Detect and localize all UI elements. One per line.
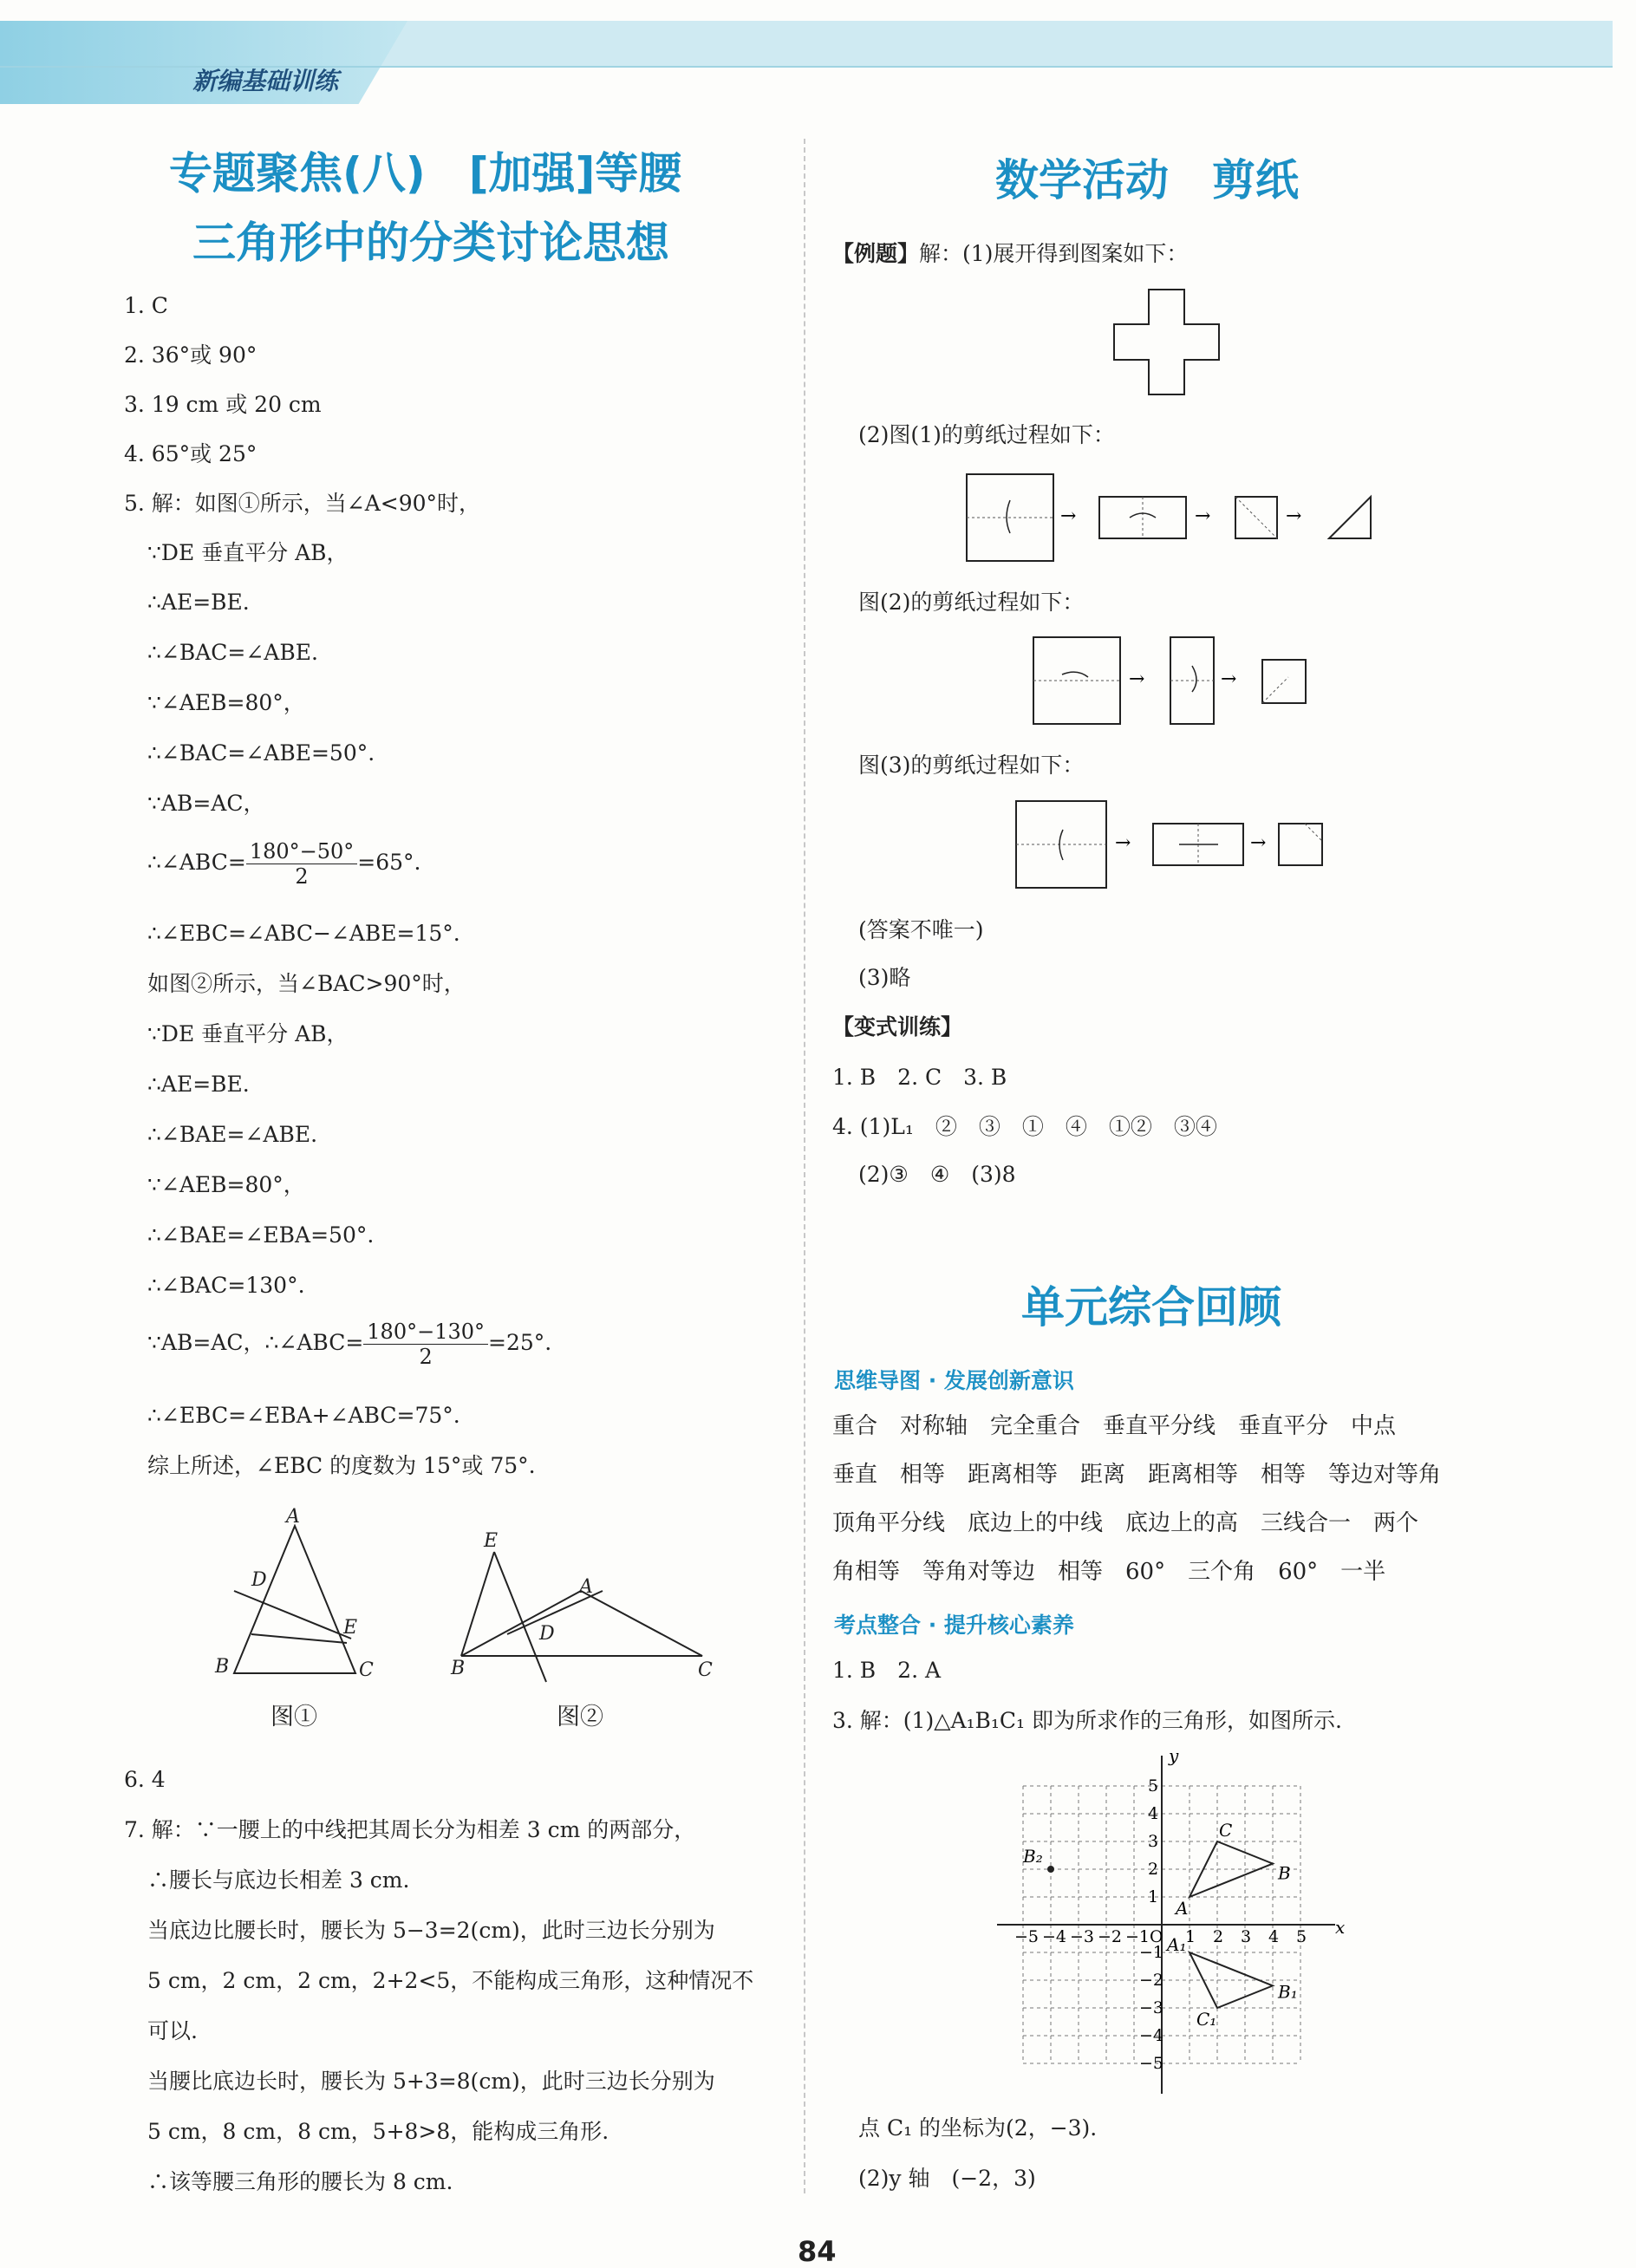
solution-line: ∴∠EBC=∠EBA+∠ABC=75°.	[147, 1403, 460, 1428]
variant-answers-3: (2)③ ④ (3)8	[858, 1162, 1016, 1187]
solution-line: 如图②所示，当∠BAC>90°时，	[147, 971, 466, 996]
solution-line: ∵∠AEB=80°，	[147, 1172, 305, 1197]
solution-line: ∴∠BAC=∠ABE=50°.	[147, 740, 375, 766]
solution-line: ∴AE=BE.	[147, 1072, 250, 1097]
key-answer-3: 3. 解：(1)△A₁B₁C₁ 即为所求作的三角形，如图所示.	[832, 1708, 1342, 1733]
fraction	[246, 839, 357, 889]
right-title-unit-review: 单元综合回顾	[1021, 1282, 1281, 1333]
x-tick-label: −4	[1042, 1927, 1067, 1946]
folding-process-2	[1032, 635, 1318, 727]
solution-line: 综上所述，∠EBC 的度数为 15°或 75°.	[147, 1453, 536, 1478]
x-tick-label: 4	[1268, 1927, 1280, 1946]
folding-process-3	[1014, 799, 1326, 890]
solution-line: 当腰比底边长时，腰长为 5+3=8(cm)，此时三边长分别为	[147, 2069, 715, 2094]
fraction-suffix: =25°.	[488, 1330, 552, 1355]
y-tick-label: −4	[1139, 2026, 1164, 2045]
fraction-numerator: 180°−130°	[363, 1320, 488, 1345]
fig2-label-a: A	[579, 1576, 593, 1598]
point-label-c1: C₁	[1196, 2009, 1217, 2030]
fig1-caption: 图①	[270, 1704, 317, 1730]
page-number: 84	[798, 2235, 837, 2268]
fraction-suffix: =65°.	[357, 850, 421, 875]
fraction-denominator: 2	[295, 864, 309, 889]
solution-line: ∴∠BAC=∠ABE.	[147, 640, 318, 665]
answer-6: 6. 4	[124, 1767, 166, 1792]
svg-text:→: →	[1221, 668, 1237, 690]
folding-process-1	[965, 472, 1381, 564]
mind-map-line: 顶角平分线 底边上的中线 底边上的高 三线合一 两个	[832, 1510, 1419, 1536]
answer-5: 5. 解：如图①所示，当∠A<90°时，	[124, 491, 481, 516]
answer-1: 1. C	[124, 293, 168, 318]
fraction-prefix: ∵AB=AC，∴∠ABC=	[147, 1330, 364, 1355]
solution-line: ∴AE=BE.	[147, 590, 250, 615]
svg-text:→: →	[1115, 832, 1131, 854]
answer-3-part-2: (2)y 轴 (−2，3)	[858, 2166, 1036, 2191]
mind-map-line: 角相等 等角对等边 相等 60° 三个角 60° 一半	[832, 1559, 1386, 1585]
fig1-label-b: B	[215, 1656, 230, 1678]
section-mind-map: 思维导图 · 发展创新意识	[834, 1368, 1074, 1393]
svg-text:→: →	[1060, 505, 1077, 527]
point-label-c: C	[1219, 1820, 1233, 1841]
svg-text:→: →	[1195, 505, 1211, 527]
fig2-label-e: E	[484, 1530, 499, 1552]
point-label-b: B	[1278, 1862, 1291, 1884]
process-line-3: 图(3)的剪纸过程如下：	[858, 753, 1085, 778]
y-tick-label: −3	[1139, 1998, 1164, 2017]
right-title-paper-cutting: 数学活动 剪纸	[995, 155, 1299, 205]
y-tick-label: 5	[1148, 1776, 1159, 1796]
section-key-points: 考点整合 · 提升核心素养	[834, 1613, 1074, 1638]
x-tick-label: −5	[1014, 1927, 1040, 1946]
example-tag: 【例题】	[832, 241, 920, 266]
solution-line: ∵∠AEB=80°，	[147, 690, 305, 715]
fraction	[363, 1320, 488, 1369]
solution-line: ∴腰长与底边长相差 3 cm.	[147, 1867, 410, 1893]
coordinate-grid	[1006, 1745, 1352, 2102]
solution-line: ∴该等腰三角形的腰长为 8 cm.	[147, 2169, 453, 2194]
fraction-line-1	[147, 839, 421, 889]
mind-map-line: 垂直 相等 距离相等 距离 距离相等 相等 等边对等角	[832, 1462, 1442, 1488]
x-tick-label: 5	[1296, 1927, 1307, 1946]
point-label-a1: A₁	[1167, 1934, 1187, 1955]
point-label-a: A	[1176, 1898, 1189, 1919]
fig1-label-a: A	[286, 1506, 300, 1528]
solution-line: 可以.	[147, 2018, 198, 2043]
answer-2: 2. 36°或 90°	[124, 342, 257, 368]
answer-4: 4. 65°或 25°	[124, 441, 257, 466]
solution-line: 当底边比腰长时，腰长为 5−3=2(cm)，此时三边长分别为	[147, 1918, 715, 1943]
svg-text:→: →	[1250, 832, 1267, 854]
solution-line: ∴∠BAE=∠ABE.	[147, 1122, 318, 1147]
note-answer-not-unique: (答案不唯一)	[858, 917, 984, 942]
fraction-prefix: ∴∠ABC=	[147, 850, 246, 875]
example-text: 解：(1)展开得到图案如下：	[919, 241, 1189, 266]
mind-map-line: 重合 对称轴 完全重合 垂直平分线 垂直平分 中点	[832, 1413, 1397, 1439]
column-divider	[804, 139, 805, 2193]
variant-answers-2: 4. (1)L₁ ② ③ ① ④ ①② ③④	[832, 1114, 1217, 1139]
y-tick-label: −2	[1139, 1971, 1164, 1990]
solution-line: 5 cm，8 cm，8 cm，5+8>8，能构成三角形.	[147, 2119, 609, 2144]
y-tick-label: 1	[1148, 1887, 1159, 1906]
process-line-2: 图(2)的剪纸过程如下：	[858, 590, 1085, 615]
example-line	[832, 241, 1188, 267]
solution-line: 5 cm，2 cm，2 cm，2+2<5，不能构成三角形，这种情况不	[147, 1968, 754, 1993]
x-tick-label: −3	[1070, 1927, 1095, 1946]
svg-text:→: →	[1129, 668, 1145, 690]
x-tick-label: 1	[1185, 1927, 1196, 1946]
fig1-label-c: C	[359, 1659, 374, 1681]
left-title-line1: 专题聚焦(八) [加强]等腰	[169, 148, 682, 199]
y-tick-label: 3	[1148, 1832, 1159, 1851]
fraction-numerator: 180°−50°	[246, 839, 357, 864]
x-tick-label: −1	[1125, 1927, 1150, 1946]
fraction-line-2	[147, 1320, 551, 1369]
x-tick-label: O	[1150, 1927, 1163, 1946]
point-b2	[1047, 1866, 1054, 1873]
fig2-label-b: B	[451, 1658, 466, 1679]
header-label: 新编基础训练	[192, 67, 339, 95]
left-title-line2: 三角形中的分类讨论思想	[192, 218, 669, 268]
fig1-label-d: D	[251, 1569, 267, 1591]
answer-3: 3. 19 cm 或 20 cm	[124, 392, 322, 417]
solution-line: ∵DE 垂直平分 AB，	[147, 1021, 349, 1046]
variant-answers-1: 1. B 2. C 3. B	[832, 1065, 1007, 1090]
cross-pattern	[1112, 288, 1221, 396]
y-tick-label: −1	[1139, 1943, 1164, 1962]
svg-text:→: →	[1286, 505, 1302, 527]
fraction-denominator: 2	[419, 1345, 433, 1369]
y-axis-label: y	[1169, 1745, 1179, 1766]
fig1-label-e: E	[343, 1617, 358, 1639]
omitted-line: (3)略	[858, 965, 911, 990]
solution-line: ∵DE 垂直平分 AB，	[147, 540, 349, 565]
x-tick-label: 3	[1241, 1927, 1252, 1946]
solution-line: ∴∠BAE=∠EBA=50°.	[147, 1222, 375, 1248]
y-tick-label: 4	[1148, 1804, 1159, 1823]
fig2-label-d: D	[539, 1623, 555, 1645]
figure-2-triangle	[451, 1543, 711, 1682]
point-label-b2: B₂	[1023, 1846, 1043, 1867]
y-tick-label: −5	[1139, 2054, 1164, 2073]
variant-training-tag: 【变式训练】	[832, 1014, 963, 1040]
x-axis-label: x	[1335, 1917, 1346, 1938]
fig2-label-c: C	[698, 1659, 713, 1681]
y-tick-label: 2	[1148, 1860, 1159, 1879]
fig2-caption: 图②	[557, 1704, 603, 1730]
process-line-1: (2)图(1)的剪纸过程如下：	[858, 422, 1115, 447]
solution-line: ∵AB=AC，	[147, 791, 265, 816]
solution-line: ∴∠BAC=130°.	[147, 1273, 305, 1298]
solution-line: ∴∠EBC=∠ABC−∠ABE=15°.	[147, 921, 460, 946]
answer-7: 7. 解：∵一腰上的中线把其周长分为相差 3 cm 的两部分，	[124, 1817, 696, 1842]
key-answers-1: 1. B 2. A	[832, 1658, 942, 1683]
x-tick-label: 2	[1213, 1927, 1224, 1946]
x-tick-label: −2	[1098, 1927, 1123, 1946]
point-label-b1: B₁	[1278, 1981, 1298, 2003]
point-c1-coordinate: 点 C₁ 的坐标为(2，−3).	[858, 2115, 1098, 2141]
